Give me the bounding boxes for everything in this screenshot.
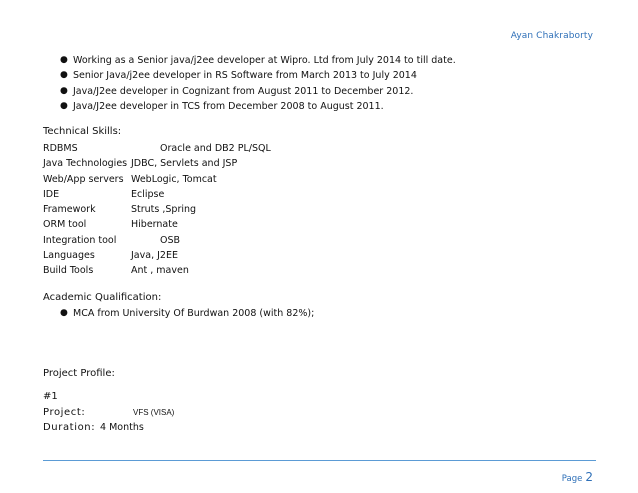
bullet-icon: ●: [60, 55, 68, 65]
skill-key: Framework: [43, 204, 96, 216]
skill-value: Java, J2EE: [131, 250, 178, 262]
skill-value: Oracle and DB2 PL/SQL: [160, 143, 271, 154]
skill-key: RDBMS: [43, 143, 78, 154]
skill-value: Hibernate: [131, 219, 178, 231]
list-item: [60, 68, 456, 83]
page-label: Page: [561, 474, 583, 484]
technical-skills-table: [43, 141, 303, 279]
table-row: [43, 156, 303, 171]
academic-item-text: MCA from University Of Burdwan 2008 (with 82%);: [73, 308, 315, 319]
duration-field: [43, 422, 144, 433]
experience-item-text: Java/J2ee developer in Cognizant from August 2011 to December 2012.: [73, 85, 414, 97]
table-row: [43, 217, 303, 232]
bullet-icon: ●: [60, 308, 68, 318]
list-item: [60, 306, 315, 321]
table-row: [43, 172, 303, 187]
table-row: [43, 263, 303, 278]
academic-list: [60, 306, 315, 321]
experience-item-text: Working as a Senior java/j2ee developer at Wipro. Ltd from July 2014 to till date.: [73, 55, 456, 66]
skill-value: OSB: [160, 234, 181, 246]
table-row: [43, 202, 303, 217]
skill-key: IDE: [43, 188, 60, 200]
list-item: [60, 84, 456, 99]
experience-item-text: Java/J2ee developer in TCS from December 2008 to August 2011.: [73, 100, 384, 112]
header-author-name: Ayan Chakraborty: [510, 31, 593, 41]
project-value: VFS (VISA): [133, 408, 175, 417]
skill-key: Build Tools: [43, 265, 94, 277]
table-row: [43, 141, 303, 156]
skill-key: ORM tool: [43, 219, 87, 231]
experience-item-text: Senior Java/j2ee developer in RS Software from March 2013 to July 2014: [73, 70, 417, 82]
table-row: [43, 248, 303, 263]
duration-label: Duration:: [43, 422, 96, 433]
table-row: [43, 233, 303, 248]
page-number: 2: [585, 470, 593, 484]
project-profile-heading: Project Profile:: [43, 368, 115, 379]
skill-key: Integration tool: [43, 234, 117, 246]
footer-divider: [43, 460, 596, 461]
page-number-footer: [562, 466, 593, 485]
technical-skills-heading: Technical Skills:: [43, 126, 122, 137]
skill-key: Web/App servers: [43, 173, 124, 185]
skill-value: Eclipse: [131, 188, 165, 200]
skill-key: Java Technologies: [43, 158, 128, 170]
skill-value: JDBC, Servlets and JSP: [131, 158, 238, 170]
list-item: [60, 53, 456, 68]
bullet-icon: ●: [60, 100, 68, 111]
academic-qualification-heading: Academic Qualification:: [43, 292, 162, 303]
project-number: #1: [43, 391, 58, 402]
project-field: [43, 407, 175, 418]
skill-value: Ant , maven: [131, 265, 189, 277]
skill-key: Languages: [43, 250, 95, 262]
experience-list: [60, 53, 456, 114]
skill-value: Struts ,Spring: [131, 204, 197, 216]
list-item: [60, 99, 456, 114]
table-row: [43, 187, 303, 202]
bullet-icon: ●: [60, 70, 68, 81]
skill-value: WebLogic, Tomcat: [131, 173, 217, 185]
project-label: Project:: [43, 407, 86, 418]
duration-value: 4 Months: [100, 422, 144, 433]
bullet-icon: ●: [60, 85, 68, 96]
